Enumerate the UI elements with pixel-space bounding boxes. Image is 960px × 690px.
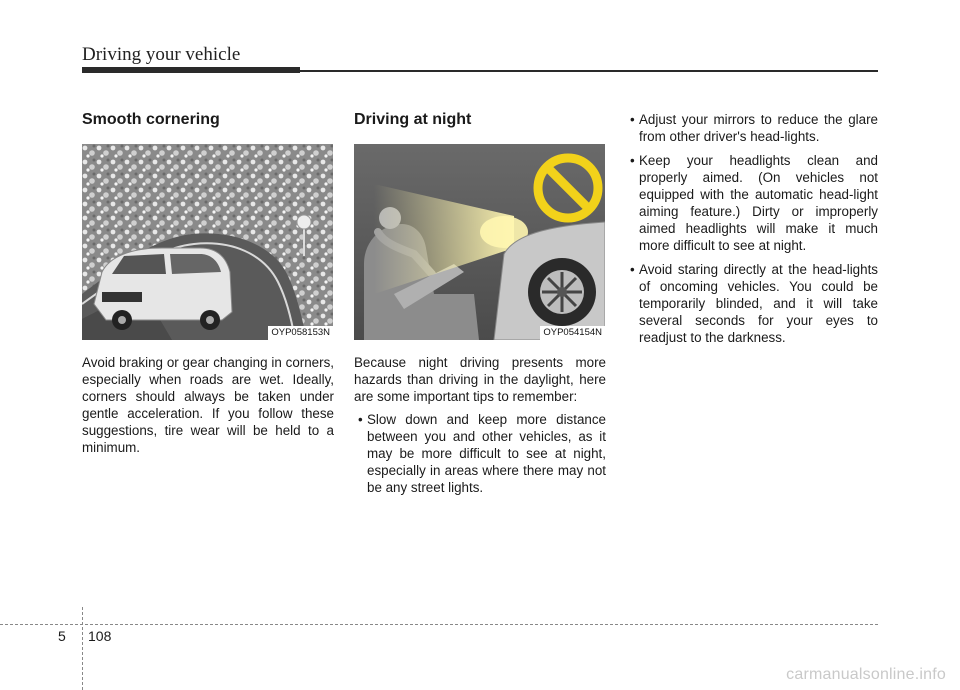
list-item-text: Slow down and keep more distance between you and other vehicles, as it may be more difficult to see at night, especially in areas where there may not be any street lights. bbox=[367, 412, 606, 495]
figure-night-glare bbox=[354, 144, 605, 340]
list-item bbox=[626, 111, 878, 145]
footer-rule bbox=[0, 624, 878, 625]
header-rule-thick bbox=[82, 67, 300, 73]
header-rule-thin bbox=[300, 70, 878, 72]
figure-code: OYP058153N bbox=[268, 326, 333, 340]
cornering-illustration bbox=[82, 144, 333, 340]
paragraph-smooth-cornering: Avoid braking or gear changing in corners, especially when roads are wet. Ideally, corners should always be taken under gentle acceleration. If you follow these suggestions, tire wear will be held to a minimum. bbox=[82, 355, 334, 455]
bullet-icon: • bbox=[630, 262, 635, 277]
list-item-text: Adjust your mirrors to reduce the glare from other driver's head-lights. bbox=[639, 112, 878, 144]
column-driving-at-night bbox=[354, 110, 606, 503]
chapter-number: 5 bbox=[58, 628, 66, 644]
bullet-icon: • bbox=[630, 153, 635, 168]
bullet-icon: • bbox=[630, 112, 635, 127]
night-glare-illustration bbox=[354, 144, 605, 340]
section-title-smooth-cornering: Smooth cornering bbox=[82, 111, 220, 128]
figure-code: OYP054154N bbox=[540, 326, 605, 340]
footer-divider bbox=[82, 607, 83, 690]
night-tips-list-part1 bbox=[354, 411, 606, 496]
list-item bbox=[626, 152, 878, 254]
van-shape bbox=[94, 248, 232, 330]
list-item-text: Avoid staring directly at the head-lights of oncoming vehicles. You could be temporarily blinded, and it will take several seconds for your eyes to readjust to the darkness. bbox=[639, 262, 878, 345]
page-number: 108 bbox=[88, 628, 112, 644]
list-item bbox=[626, 261, 878, 346]
paragraph-night-intro: Because night driving presents more hazards than driving in the daylight, here are some important tips to remember: bbox=[354, 355, 606, 404]
column-smooth-cornering bbox=[82, 110, 334, 456]
section-title-driving-at-night: Driving at night bbox=[354, 111, 472, 128]
list-item bbox=[354, 411, 606, 496]
night-tips-list-part2 bbox=[626, 111, 878, 346]
figure-cornering-van bbox=[82, 144, 333, 340]
column-night-tips-continued bbox=[626, 111, 878, 353]
watermark: carmanualsonline.info bbox=[786, 666, 946, 683]
running-title: Driving your vehicle bbox=[82, 44, 241, 65]
bullet-icon: • bbox=[358, 412, 363, 427]
list-item-text: Keep your headlights clean and properly aimed. (On vehicles not equipped with the automatic head-light aiming feature.) Dirty or improperly aimed headlights will make it much more difficult to see at night. bbox=[639, 153, 878, 253]
